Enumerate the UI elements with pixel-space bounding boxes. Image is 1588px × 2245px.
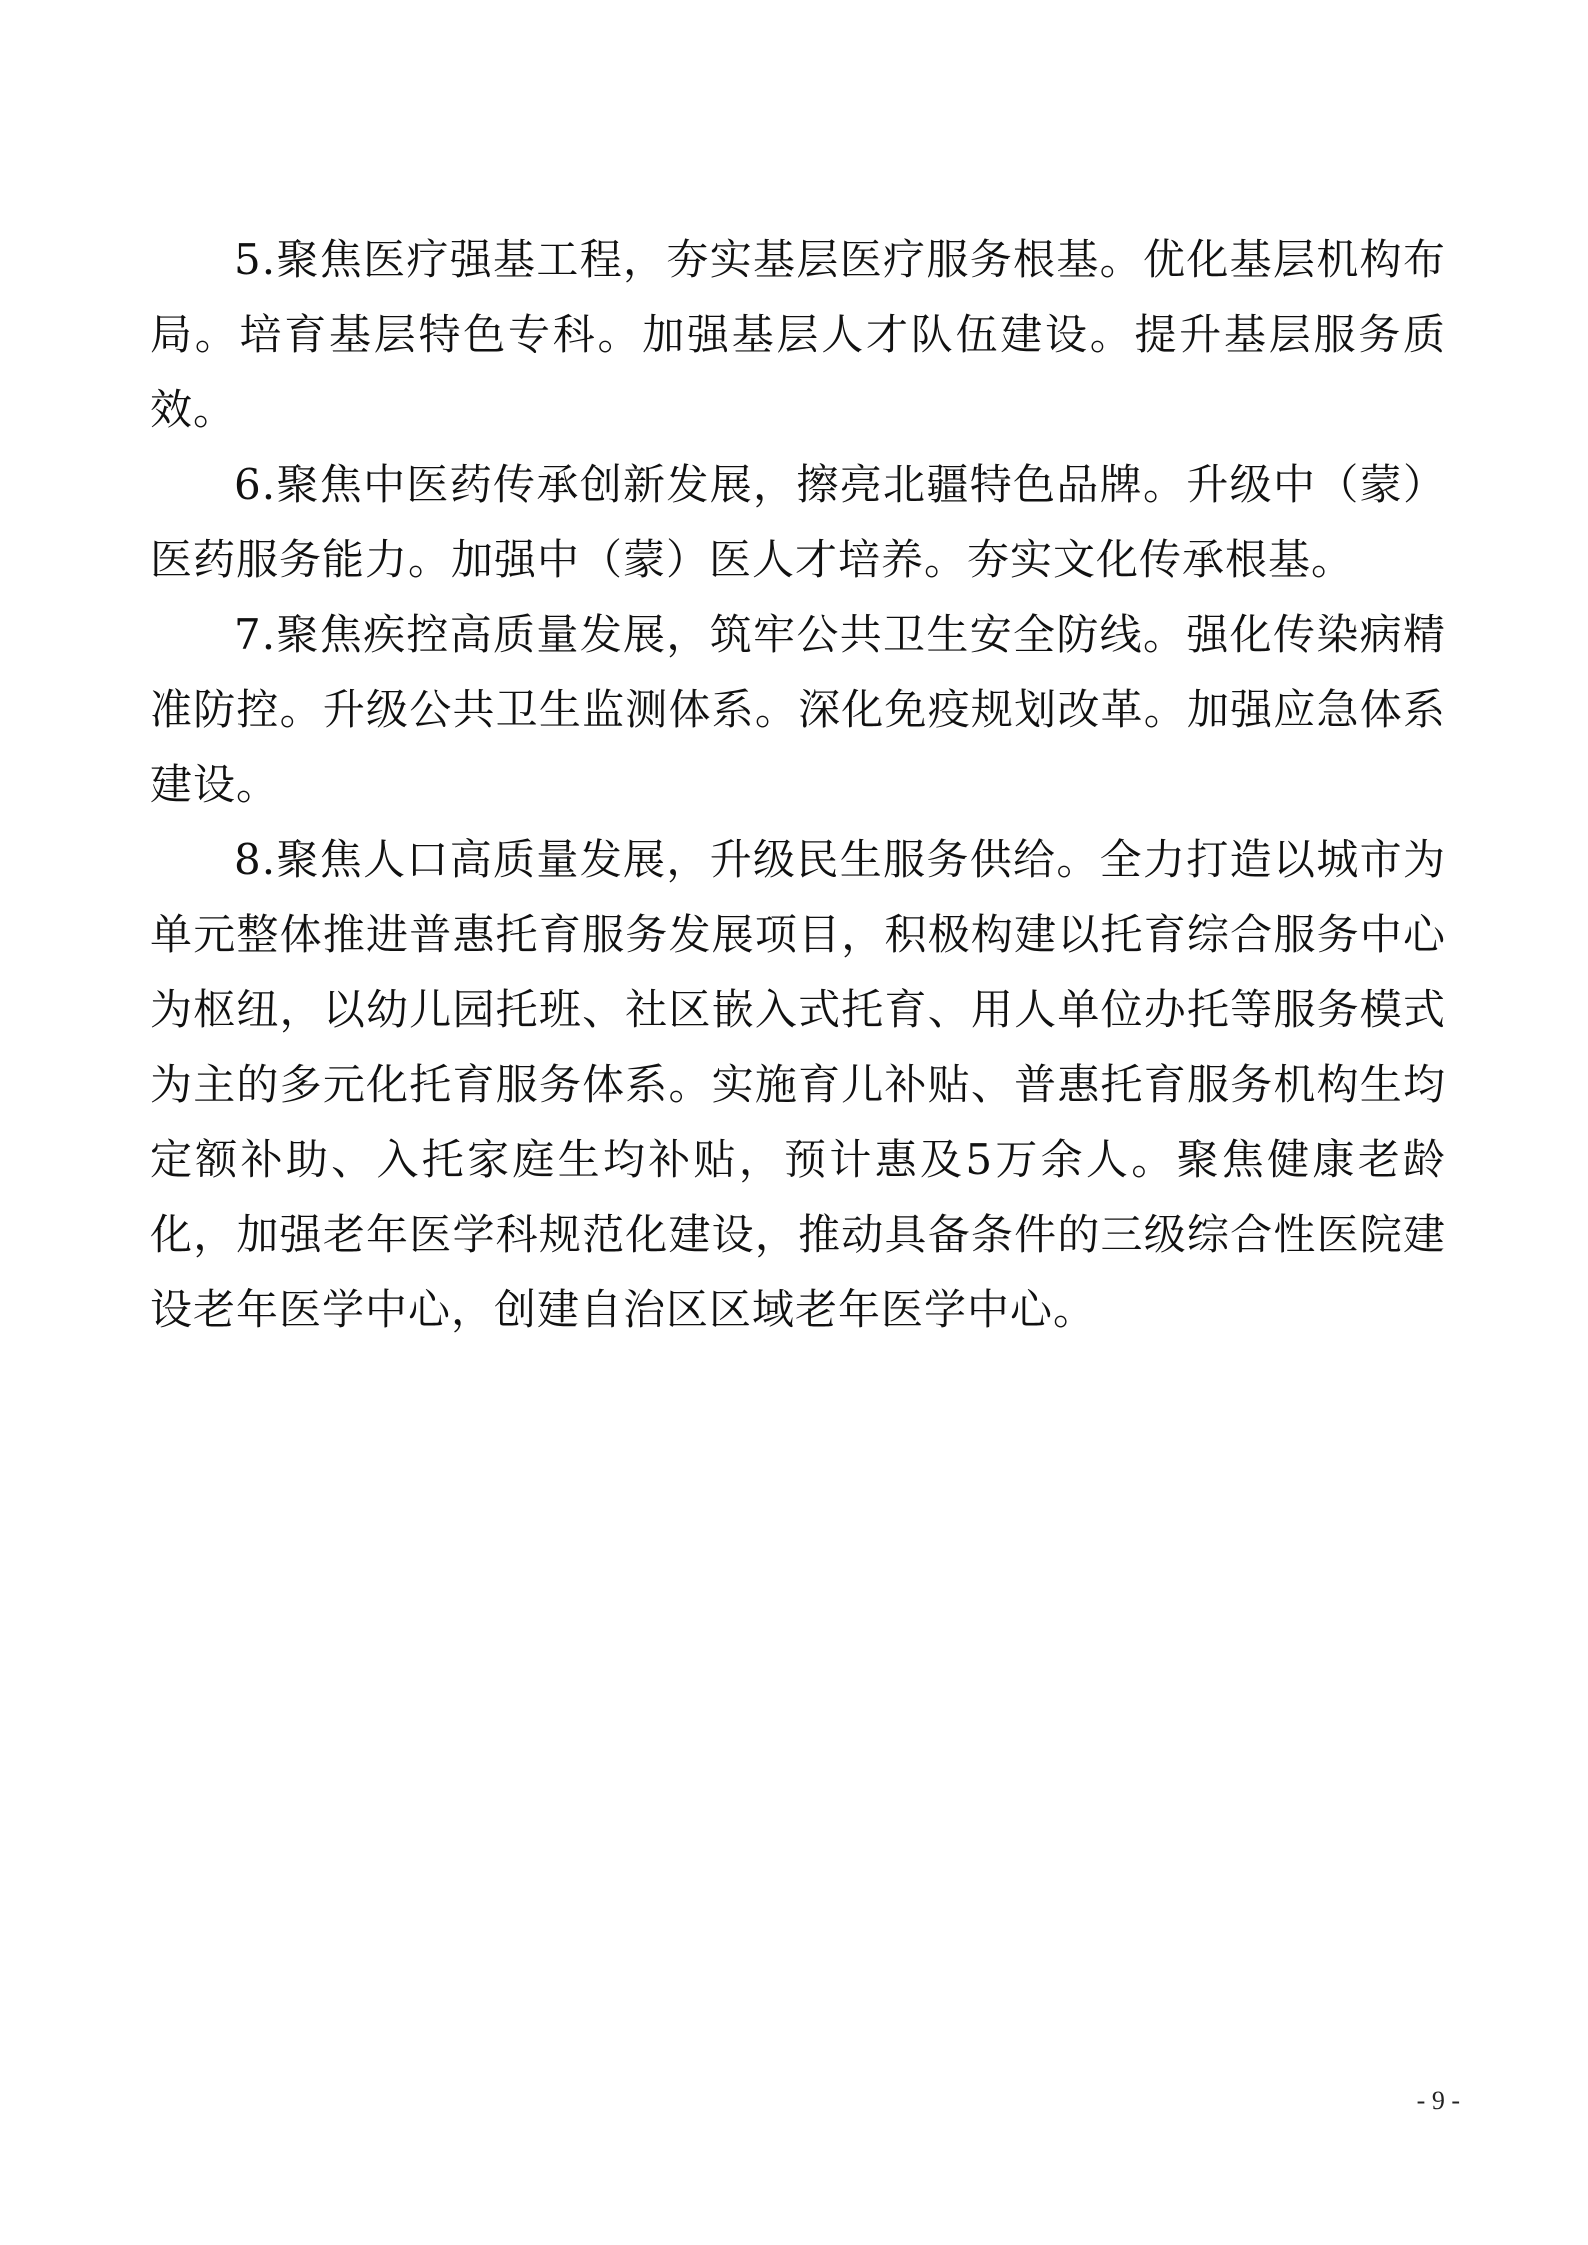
paragraph-6: 6.聚焦中医药传承创新发展，擦亮北疆特色品牌。升级中（蒙）医药服务能力。加强中（蒙）医人才培养。夯实文化传承根基。 [150, 460, 1446, 584]
page-number: - 9 - [1416, 2086, 1460, 2115]
paragraph-7: 7.聚焦疾控高质量发展，筑牢公共卫生安全防线。强化传染病精准防控。升级公共卫生监测体系。深化免疫规划改革。加强应急体系建设。 [150, 610, 1446, 809]
paragraph-8: 8.聚焦人口高质量发展，升级民生服务供给。全力打造以城市为单元整体推进普惠托育服务发展项目，积极构建以托育综合服务中心为枢纽，以幼儿园托班、社区嵌入式托育、用人单位办托等服务模式为主的多元化托育服务体系。实施育儿补贴、普惠托育服务机构生均定额补助、入托家庭生均补贴，预计惠及5万余人。聚焦健康老龄化，加强老年医学科规范化建设，推动具备条件的三级综合性医院建设老年医学中心，创建自治区区域老年医学中心。 [150, 835, 1446, 1334]
document-body [150, 222, 1446, 1347]
paragraph-5: 5.聚焦医疗强基工程，夯实基层医疗服务根基。优化基层机构布局。培育基层特色专科。加强基层人才队伍建设。提升基层服务质效。 [150, 235, 1446, 434]
